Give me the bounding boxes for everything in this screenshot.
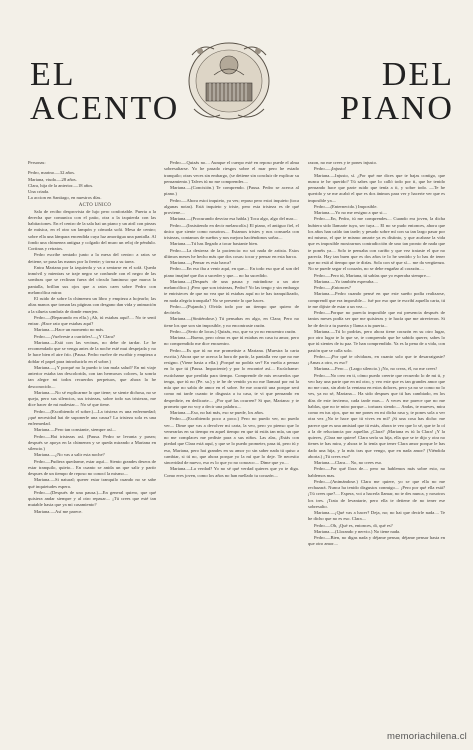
header (0, 0, 473, 150)
paragraph: Mariana.—(Después de una pausa y mirándose a un aire melancólico.) ¡Pero que son tristezas, Pedro? Yo las tengo y sin embargo te entristeces de que no vea que tú estabas aquí no te has tranquilizado, en nada alegría tranquila? No se presente lo que haces. (164, 278, 299, 303)
paragraph: Sala de recibo desprovista de lujo pero confortable. Puerta a la derecha que comunica con el patio, otra a la izquierda con las habitaciones. En el centro de la sala hai un piano y un atril con piezas de música, en el otro un lampón y cómoda sofá. Mesa de centro; sobre ella una lámpara encendida cuya luz amortigua una pantalla. Al fondo una chimenea antigua y colgado del muro un reloj de péndulo. Cortinas y retratos. (28, 208, 156, 251)
paragraph: Pedro.—Ahora estoi inquieto, ya ves; repaso pero estoi inquieto (toca algunas notas). Está inquieto y triste, pero esta tristeza es de qué proviene.... (164, 197, 299, 215)
cast-line: Mariana, viuda.—28 años. (28, 176, 77, 182)
paragraph: Mariana.—Yo no me resigno a que si.... (314, 210, 388, 215)
paragraph: Pedro.—En eso iba a venir aquí, en que.... En todo eso que al son del piano imajiné que iba a suceder y que.... no ha sucedido. (164, 266, 299, 278)
paragraph: Pedro.—(Animándose.) Clara me quiere, yo se que ella no me rechazará. Nunca ha tenido disgustos conmigo.... ¡Pero por qué ella está? ¡Tú crees que?.... Espera, voi a hacerla llamar, no te des nunca, y nosotros los tres. ¡Trata de levantarte, pero ella te detiene de no tener ese sobresalto. (308, 478, 445, 509)
paragraph: Mariana.—¡Qué vas a hacer? Deja, no; no hai que decirle nada.... Te he dicho que no es eso. Clara.... (308, 510, 445, 522)
paragraph: El ruido de sobre la chimenea un libro y empieza a hojearlo; las altas manos que toman las páginas con desgano dan vida y animación a la silueta sombría de donde emerjen. (28, 296, 156, 314)
paragraph: Pedro.—(Serio de locas.) Quizás, eso, que va yo no encuentro razón. (170, 328, 297, 334)
paragraph: Pedro.—¡Injusto! (314, 166, 347, 172)
paragraph: Mariana.—Pero tan constante, siempre así.... (34, 427, 117, 433)
paragraph: Pedro.—Quizás no.... Aunque el cuerpo esté en reposo puede el alma sobresaltarse. Yo he pasado riesgos sobre el mar pero he estado tranquilo; otras veces sin embargo, (se detiene sin concluir de explicar su pensamiento.) Talves tú no me comprendes.... (164, 160, 299, 184)
cast-line: La accion en Santiago, en nuestros días. (28, 195, 102, 201)
paragraph: Mariana.—¡Y porqué no la puedo ir tan mala salud? En mi viaje anterior estaba tan descolorida, con tan hermosos colores, la sonría tan alegre mi todos recuerdos perpetuos, que ahora la he desconocido.... (28, 364, 156, 389)
paragraph: Mariana.—Hace un momento no más. (34, 327, 105, 333)
paragraph: Pedro.—¡Por qué te olvidaras, en cuanto solo que te desarraigaste? ¡Amas a otro, es eso? (308, 353, 445, 365)
paragraph: Pedro.—Bien, no digas nada y déjame pensar, déjame pensar hasta en que otro amor.... (308, 535, 445, 547)
cast-line: Clara, hija de la anterior.—18 años. (28, 182, 94, 188)
paragraph: Mariana.—No sé explicarme lo que tiene; se siente dichosa, no se queja, pero sus silencios, sus tristezas, sobre todo sus tristezas, me dice hacer de mi malestar.... No sé que tiene. (28, 389, 156, 408)
paragraph: Mariana.—Así me parece. (34, 508, 83, 514)
paragraph: Mariana.—(Procurando desviar esa habla.) Toca algo, algo del mar.... (170, 216, 298, 222)
paragraph: Pedro.—Hai tristezas así. (Pausa. Pedro se levanta y pasea; después se apoya en la chimenea y se queda mirando a Mariana en silencio.) (28, 433, 156, 451)
paragraph: Mariana.—Pedro cuando pensé en que este sueño podía realizarse, comprendí que era imposible.... fué por eso que te escribí aquella carta, tú te me dijiste de estar a un vez.... (308, 291, 445, 309)
paragraph: Pedro.—(Después de una pausa.)—En general quiero, que qué quisiera andar siempre y al otro repasar.... ¡Tú crees que esté tan mutable hasta que ya mi casamiento? (28, 489, 156, 508)
paragraph: Pedro.—¡Entonces? (314, 285, 351, 290)
paragraph: Pedro escribe sentado junto a la mesa del centro: a ratos se detiene, se pasa las manos por la frente; y torna a su tarea. (28, 252, 156, 264)
paragraph: Mariana.—Tú lo podrías, pero ahora tiene corazón en su otro lugar, por otro lugar te lo que se, te comprendo que he sabido querer, sabes lo que tú sientes de tu paz. Te han comprendido. Ya es la pena de a vida, con pasión que se calla solo. (308, 328, 445, 353)
watermark: memoriachilena.cl (387, 731, 467, 742)
paragraph: Mariana.—(Llorando y nervio.) No tiene nada. (314, 528, 401, 534)
cast-line: Una criada. (28, 189, 50, 194)
paragraph: Pedro.—La destreza de la paciencia: no soi nada de artista. Estos últimos meses he hecho más que dos cosas: tocar y pensar en esta barca. (164, 247, 299, 259)
column-2 (164, 160, 299, 720)
paragraph: Mariana.—Si natural; querer estar tranquilo cuando no se sabe qué inquietudes espera. (28, 477, 156, 489)
paragraph: Pedro.—Pudiera quedarme, estar aquí.... Siento grandes deseos de estar tranquilo, quieto... En cuanto se anida un que salir y partir despues de un tiempo de reposo no conocí la mismo.... (28, 458, 156, 476)
paragraph: Pedro.—Oh, ¡Qué es, entonces, di, qué es? (314, 522, 393, 528)
paragraph: Mariana.—Eso, no hai más, eso se puede, los años. (170, 410, 265, 415)
paragraph: Mariana.—Está con las vecinas, no debe de tardar. Le he recomendado que se venga antes de la noche esté mui despejada y no le hace bien el aire frío. (Pausa. Pedro vuelve de escribir y empieza a doblar el papel para introducirlo en el sobre.) (28, 339, 156, 364)
paragraph: Pedro.—(Escribiendo el sobre.)—La tristeza es una enfermedad; ¡qué necesidad hai de suponerle una causa? La tristeza sola es una enfermedad. (28, 408, 156, 426)
paragraph: Mariana.—Pero.... (Largo silencio.) ¡No, no creas, él, no me crees! (314, 366, 437, 372)
paragraph: Mariana.—(Sintiéndose.) Tú pensabas en algo, en Clara; Pero no tiene los que son sin imposible, y no encontraste razón. (164, 316, 299, 328)
paragraph: Pedro.—En, Pedro, tú me comprendes.... Cuando era joven, la dicha hubiera sido llamarte tuya, ser tuya.... El no se pudo entonces, ahora que los años han caído tan tarde; y pesado sobre mí con su tan largo pasar por mí mismo, el que te mismo amarte ya es distinto, y que acabase la vida que es imposible mostrarnos contradicción de uno tan pronto de nada que te ponéis ya.... Solo te pensaba con cariño y que vez trataste el que no parecía. Hay tan buen que es dos años te lo he sentido y lo has de tener que no está al tiempo que te dirías. Sola con sé que sí.... me da vergüenza. No se puede segar el corazón, no se debe engañar al corazón.... (308, 216, 445, 272)
paragraph: Mariana.—Yo también esperaba.... (314, 278, 378, 284)
act-heading: ACTO UNICO (78, 202, 112, 208)
paragraph: Mariana.—Tú has llegado a tocar bastante bien. (170, 241, 259, 247)
paragraph: razon, no me crees y te pones injusto. (308, 160, 378, 165)
column-3 (308, 160, 445, 720)
paragraph: Pedro.—Porque no parecía imposible que mi presencia después de tantos meses podía ser que me quisieras y te hacía que me atrevieron. Si he de decir a tu puerta y llama a tu puerta... (308, 310, 445, 328)
cast-line: Personas: (28, 160, 46, 165)
piano-ornament-icon (184, 35, 274, 123)
paragraph: Pedro.—Pero tú, Mariana, tú sabías que yo esperaba siempre.... (314, 272, 431, 278)
paragraph: Pedro.—No creo en ti, cómo puedo creerte que recuerdo lo de mi ti, y veo hay una parte que en mí otro, y veo este que es tan grandes amor que no me cura, sin abrir la ventana en estos dolores, pero ya no se como no lo ves, ya no sé, Mariana.... Ha sido despues que tú has cambiado, en los días de este invierno, cada tarde mas.... A veces me parece que no me hablas, que no te miro porque... torturas siendo.... Andas, te mueves, mira como en tus ojos, que no me pones en mi dicha rasa y, te pones sola a ver otra vez ¿No te hace que tú vives en mí? ¡Si una cosa has dicho: me parece que es una amistad que tú estás, ahora te veo que lo sé, que te lo oí a la de reluctancia por aquellas ¿Clara? ¡Mariana es tú la Clara! ¡Y la quieres, ¡Clara me quiere! Clara sería su hija, ella que se te dijo y otra no tienes te has mira, y ahora te lo tenía que tener Clara amor porque le has dado una hija, y la más tras que vengo, que en nada amor? (Viéndola aborta.) ¡Tú crees eso? (308, 372, 445, 459)
paragraph: Pedro.—(Pujando.) Olvida todo por un tiempo que quiero de decírtelo. (164, 303, 299, 315)
column-1 (28, 160, 156, 720)
title-left: EL ACENTO (30, 56, 180, 127)
paragraph: Mariana.—La verdad? Yo no sé qué verdad quieres que yo te diga. Como eres joven, como los años no han mellado tu corazón.... (164, 466, 299, 478)
paragraph: Pedro.—Por qué llora de.... pero no hablemos más sobre esto, no hablemos mas. (308, 466, 445, 478)
paragraph: Pedro.—Es que tú no me prometiste a Mariana. (Muestra la carta escrita.) Ahora que se acerca la hora de partir, la pantalla vez que no me resigno. (Viene hasta a ella.) ¡Porqué no podría ser? En vuelta a pensar en lo que tú (Pausa. Impaciente) y por lo encontré así.... Escúchame: escúchame que perdida para tiempo. Comprende de mis recuerdos que tengo, que tú no (Pe. sa.) y te he de venido ya no me llamará por mi la mía que no sabía de amor en el sobre. Se me ocurrió una porque será como mi tarde cuanto te disgusta a tu casa, te vi que pensando en despedirte, en dedicarte.... ¿Por qué las ocurren? Si que, Mariana: y te prometo que no voy a decir una palabra.... (164, 347, 299, 409)
paragraph: Mariana.—¿No vas a salir esta noche? (34, 452, 105, 458)
paragraph: Mariana.—Injusto, sí. ¿Por qué me dices que te bajas contigo, que nunca te he querido? Tú sabes que lo calló todo por ti, que he tenido pensando hace que parte ruido que tenía a ti, y sobre todo. —Te he querido y se me acabó el que es dos ánimos para ver y hacerte ver que es imposible ya.... (308, 172, 445, 203)
paragraph: Pedro.—(Insistiendo en decir melancolía.) El piano, el antiguo fiel, el único que siente como nosotros.... Estamos tristes y nos consuela con tristezas, contamos de sueños y nos mejora hacíéndonos soñar.... (164, 222, 299, 240)
title-right: DEL PIANO (340, 56, 454, 127)
paragraph: Pedro.—(Enternecido.) Imposible. (314, 203, 378, 209)
paragraph: Mariana.—Clara.... No, no crees eso. (314, 460, 383, 465)
paragraph: Pedro.—(Escribiendo poco a poco.) Pero no puedo ver, no puedo ver.... Dime que vas a devolver mi carta, la veo, pero yo pienso que lo venerarías en su tiempo en aquel tiempo en que tú estás tan mía, un que no me complaces me pediste para a sus niños. Las alas, ¡Estás con piedad que Clara está aquí, y que se lo puedo prometer, pasa tú, pero tú y eso, Mariana, pero hai grandes en su amor yo sin saber nada tú quiso a cambiar, si tú no, que ahora porque yo la mí que lo deje. Te necesito sinceridad de nuevo, eso es lo que yo no conozco.... Dime que yo.... (164, 416, 299, 465)
paragraph: Mariana.—(Concisión.) Te comprendo. (Pausa. Pedro se acerca al piano.) (164, 185, 299, 197)
paragraph: Pedro.—¡Vuelveste a currárles!—¿Y Clara? (34, 333, 115, 339)
paragraph: Pedro.—(Reparando en ella.) ¡Ah, tú estabas aquí!.... No te sentí entrar. ¡Hace rato que estabas aquí? (28, 314, 156, 326)
paragraph: Mariana.—Bueno, pero cómo es que tú estabas en casa tu amor, pero no comprendido me dice encuentro. (164, 335, 299, 347)
paragraph: Mariana.—¡Pensar es esta barca? (170, 260, 232, 265)
paragraph: Entra Mariana por la izquierda y va a sentarse en el sofá. Queda inmóvil y mientras se traje negro se confunde con el negro de las sombras que se reclinan fuera del círculo luminoso que marca la pantalla, brillan sus ojos que a ratos caen sobre Pedro con melancólica mirar. (28, 264, 156, 295)
cast-line: Pedro, marino.—32 años. (28, 170, 76, 176)
